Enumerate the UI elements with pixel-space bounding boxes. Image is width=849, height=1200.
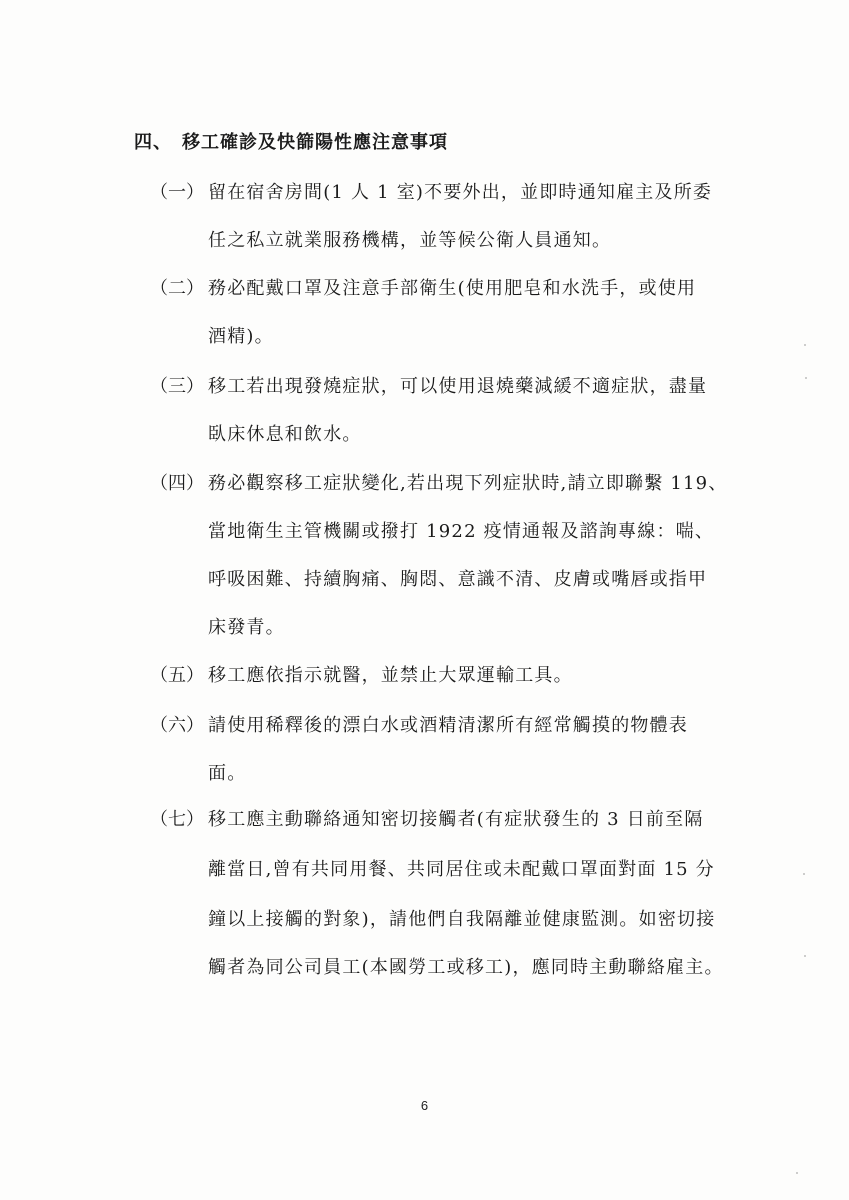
item-text-line: 離當日,曾有共同用餐、共同居住或未配戴口罩面對面 15 分	[208, 859, 715, 880]
scan-speck	[796, 1172, 798, 1174]
item-text-line: 務必觀察移工症狀變化,若出現下列症狀時,請立即聯繫 119、	[208, 473, 728, 494]
section-number: 四、	[134, 132, 172, 153]
section-heading	[134, 128, 448, 154]
page-number: 6	[420, 1098, 429, 1113]
item-text-line: 移工應依指示就醫，並禁止大眾運輸工具。	[208, 665, 573, 686]
item-text-line: 臥床休息和飲水。	[208, 424, 362, 445]
item-text-line: 酒精)。	[208, 326, 274, 347]
scan-speck	[804, 344, 806, 346]
item-text-line: 床發青。	[208, 617, 285, 638]
item-marker: （六）	[150, 715, 204, 736]
item-text-line: 任之私立就業服務機構，並等候公衛人員通知。	[208, 230, 612, 251]
item-text-line: 呼吸困難、持續胸痛、胸悶、意識不清、皮膚或嘴唇或指甲	[208, 569, 708, 590]
item-text-line: 移工應主動聯絡通知密切接觸者(有症狀發生的 3 日前至隔	[208, 809, 704, 830]
item-marker: （三）	[150, 376, 204, 397]
item-text-line: 務必配戴口罩及注意手部衛生(使用肥皂和水洗手，或使用	[208, 278, 697, 299]
item-text-line: 鐘以上接觸的對象)，請他們自我隔離並健康監測。如密切接	[208, 909, 716, 930]
item-marker: （五）	[150, 665, 204, 686]
section-title: 移工確診及快篩陽性應注意事項	[182, 132, 448, 153]
item-text-line: 觸者為同公司員工(本國勞工或移工)，應同時主動聯絡雇主。	[208, 957, 724, 978]
item-marker: （四）	[150, 473, 204, 494]
item-marker: （七）	[150, 809, 204, 830]
scan-speck	[805, 377, 807, 379]
scan-speck	[803, 873, 805, 875]
scan-speck	[804, 955, 806, 957]
item-text-line: 請使用稀釋後的漂白水或酒精清潔所有經常觸摸的物體表	[208, 715, 688, 736]
item-marker: （一）	[150, 182, 204, 203]
item-text-line: 移工若出現發燒症狀，可以使用退燒藥減緩不適症狀，盡量	[208, 376, 708, 397]
item-text-line: 留在宿舍房間(1 人 1 室)不要外出，並即時通知雇主及所委	[208, 182, 713, 203]
item-text-line: 當地衛生主管機關或撥打 1922 疫情通報及諮詢專線：喘、	[208, 521, 715, 542]
item-text-line: 面。	[208, 763, 247, 784]
item-marker: （二）	[150, 278, 204, 299]
